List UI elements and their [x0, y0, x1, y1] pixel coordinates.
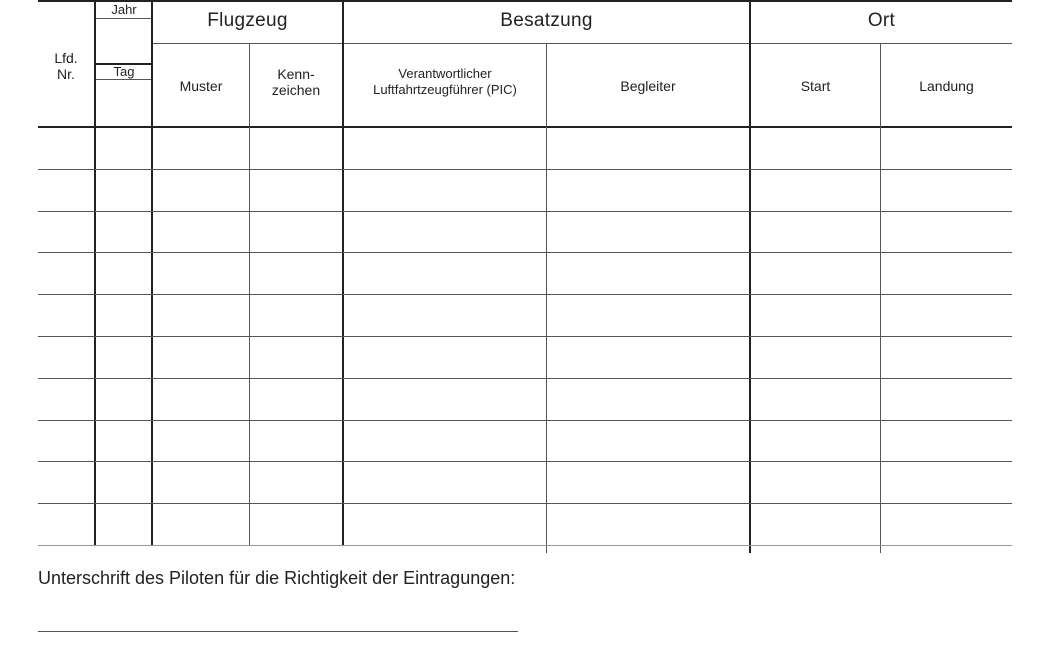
- table-cell-datum[interactable]: [96, 420, 151, 460]
- header-jahr: Jahr: [111, 2, 137, 17]
- table-cell-pic[interactable]: [344, 211, 546, 251]
- table-cell-datum[interactable]: [96, 169, 151, 209]
- table-cell-lfd[interactable]: [38, 169, 94, 209]
- signature-label: Unterschrift des Piloten für die Richtigkeit der Eintragungen:: [38, 568, 516, 588]
- table-cell-kennzeichen[interactable]: [250, 169, 342, 209]
- table-cell-begleiter[interactable]: [547, 127, 749, 167]
- table-cell-landung[interactable]: [881, 461, 1012, 501]
- table-cell-lfd[interactable]: [38, 336, 94, 376]
- table-cell-start[interactable]: [751, 420, 880, 460]
- table-cell-landung[interactable]: [881, 378, 1012, 418]
- table-cell-datum[interactable]: [96, 336, 151, 376]
- table-cell-begleiter[interactable]: [547, 420, 749, 460]
- table-cell-begleiter[interactable]: [547, 461, 749, 501]
- table-cell-begleiter[interactable]: [547, 169, 749, 209]
- table-cell-start[interactable]: [751, 378, 880, 418]
- header-col-pic: Verantwortlicher Luftfahrtzeugführer (PIC): [373, 66, 517, 97]
- table-cell-pic[interactable]: [344, 503, 546, 543]
- table-cell-muster[interactable]: [153, 461, 249, 501]
- table-cell-muster[interactable]: [153, 378, 249, 418]
- table-cell-start[interactable]: [751, 461, 880, 501]
- group-divider-rule: [152, 43, 1012, 44]
- table-cell-lfd[interactable]: [38, 420, 94, 460]
- table-cell-kennzeichen[interactable]: [250, 461, 342, 501]
- signature-line[interactable]: [38, 631, 518, 632]
- table-cell-lfd[interactable]: [38, 294, 94, 334]
- table-cell-start[interactable]: [751, 503, 880, 543]
- header-col-landung: Landung: [919, 78, 974, 94]
- table-cell-pic[interactable]: [344, 169, 546, 209]
- table-cell-start[interactable]: [751, 169, 880, 209]
- table-cell-lfd[interactable]: [38, 503, 94, 543]
- table-cell-kennzeichen[interactable]: [250, 420, 342, 460]
- table-cell-kennzeichen[interactable]: [250, 127, 342, 167]
- table-cell-kennzeichen[interactable]: [250, 252, 342, 292]
- table-cell-begleiter[interactable]: [547, 503, 749, 543]
- table-cell-start[interactable]: [751, 336, 880, 376]
- table-cell-muster[interactable]: [153, 211, 249, 251]
- table-cell-begleiter[interactable]: [547, 294, 749, 334]
- table-cell-datum[interactable]: [96, 294, 151, 334]
- table-cell-begleiter[interactable]: [547, 252, 749, 292]
- table-cell-lfd[interactable]: [38, 378, 94, 418]
- table-cell-pic[interactable]: [344, 461, 546, 501]
- table-cell-pic[interactable]: [344, 127, 546, 167]
- table-cell-kennzeichen[interactable]: [250, 294, 342, 334]
- jahr-underline: [96, 18, 152, 19]
- header-lfd-nr: Lfd. Nr.: [54, 50, 78, 82]
- table-cell-begleiter[interactable]: [547, 211, 749, 251]
- table-cell-kennzeichen[interactable]: [250, 378, 342, 418]
- header-col-begleiter: Begleiter: [620, 78, 676, 94]
- table-cell-landung[interactable]: [881, 127, 1012, 167]
- table-cell-start[interactable]: [751, 211, 880, 251]
- table-cell-lfd[interactable]: [38, 211, 94, 251]
- header-group-besatzung: Besatzung: [500, 10, 593, 31]
- header-group-ort: Ort: [867, 10, 896, 31]
- table-cell-landung[interactable]: [881, 503, 1012, 543]
- table-cell-landung[interactable]: [881, 294, 1012, 334]
- table-cell-muster[interactable]: [153, 252, 249, 292]
- header-col-muster: Muster: [179, 78, 223, 94]
- table-cell-muster[interactable]: [153, 294, 249, 334]
- table-cell-datum[interactable]: [96, 127, 151, 167]
- table-cell-muster[interactable]: [153, 503, 249, 543]
- table-cell-muster[interactable]: [153, 127, 249, 167]
- table-cell-pic[interactable]: [344, 294, 546, 334]
- table-cell-lfd[interactable]: [38, 127, 94, 167]
- table-cell-landung[interactable]: [881, 336, 1012, 376]
- table-top-rule: [38, 0, 1012, 2]
- table-cell-start[interactable]: [751, 127, 880, 167]
- table-cell-datum[interactable]: [96, 378, 151, 418]
- table-cell-datum[interactable]: [96, 252, 151, 292]
- table-cell-start[interactable]: [751, 252, 880, 292]
- table-cell-landung[interactable]: [881, 211, 1012, 251]
- header-col-kennzeichen: Kenn- zeichen: [271, 66, 321, 98]
- header-col-start: Start: [800, 78, 831, 94]
- table-cell-datum[interactable]: [96, 503, 151, 543]
- header-tag: Tag: [113, 64, 135, 79]
- table-cell-kennzeichen[interactable]: [250, 503, 342, 543]
- table-cell-lfd[interactable]: [38, 461, 94, 501]
- table-cell-landung[interactable]: [881, 420, 1012, 460]
- table-cell-muster[interactable]: [153, 336, 249, 376]
- row-separator: [38, 545, 1012, 546]
- table-cell-pic[interactable]: [344, 420, 546, 460]
- table-cell-pic[interactable]: [344, 378, 546, 418]
- table-cell-muster[interactable]: [153, 420, 249, 460]
- table-cell-lfd[interactable]: [38, 252, 94, 292]
- table-cell-pic[interactable]: [344, 252, 546, 292]
- table-cell-start[interactable]: [751, 294, 880, 334]
- table-cell-datum[interactable]: [96, 211, 151, 251]
- header-group-flugzeug: Flugzeug: [207, 10, 288, 31]
- table-cell-landung[interactable]: [881, 252, 1012, 292]
- table-cell-datum[interactable]: [96, 461, 151, 501]
- table-cell-landung[interactable]: [881, 169, 1012, 209]
- table-cell-begleiter[interactable]: [547, 378, 749, 418]
- table-cell-kennzeichen[interactable]: [250, 336, 342, 376]
- table-cell-muster[interactable]: [153, 169, 249, 209]
- table-cell-pic[interactable]: [344, 336, 546, 376]
- table-cell-begleiter[interactable]: [547, 336, 749, 376]
- table-cell-kennzeichen[interactable]: [250, 211, 342, 251]
